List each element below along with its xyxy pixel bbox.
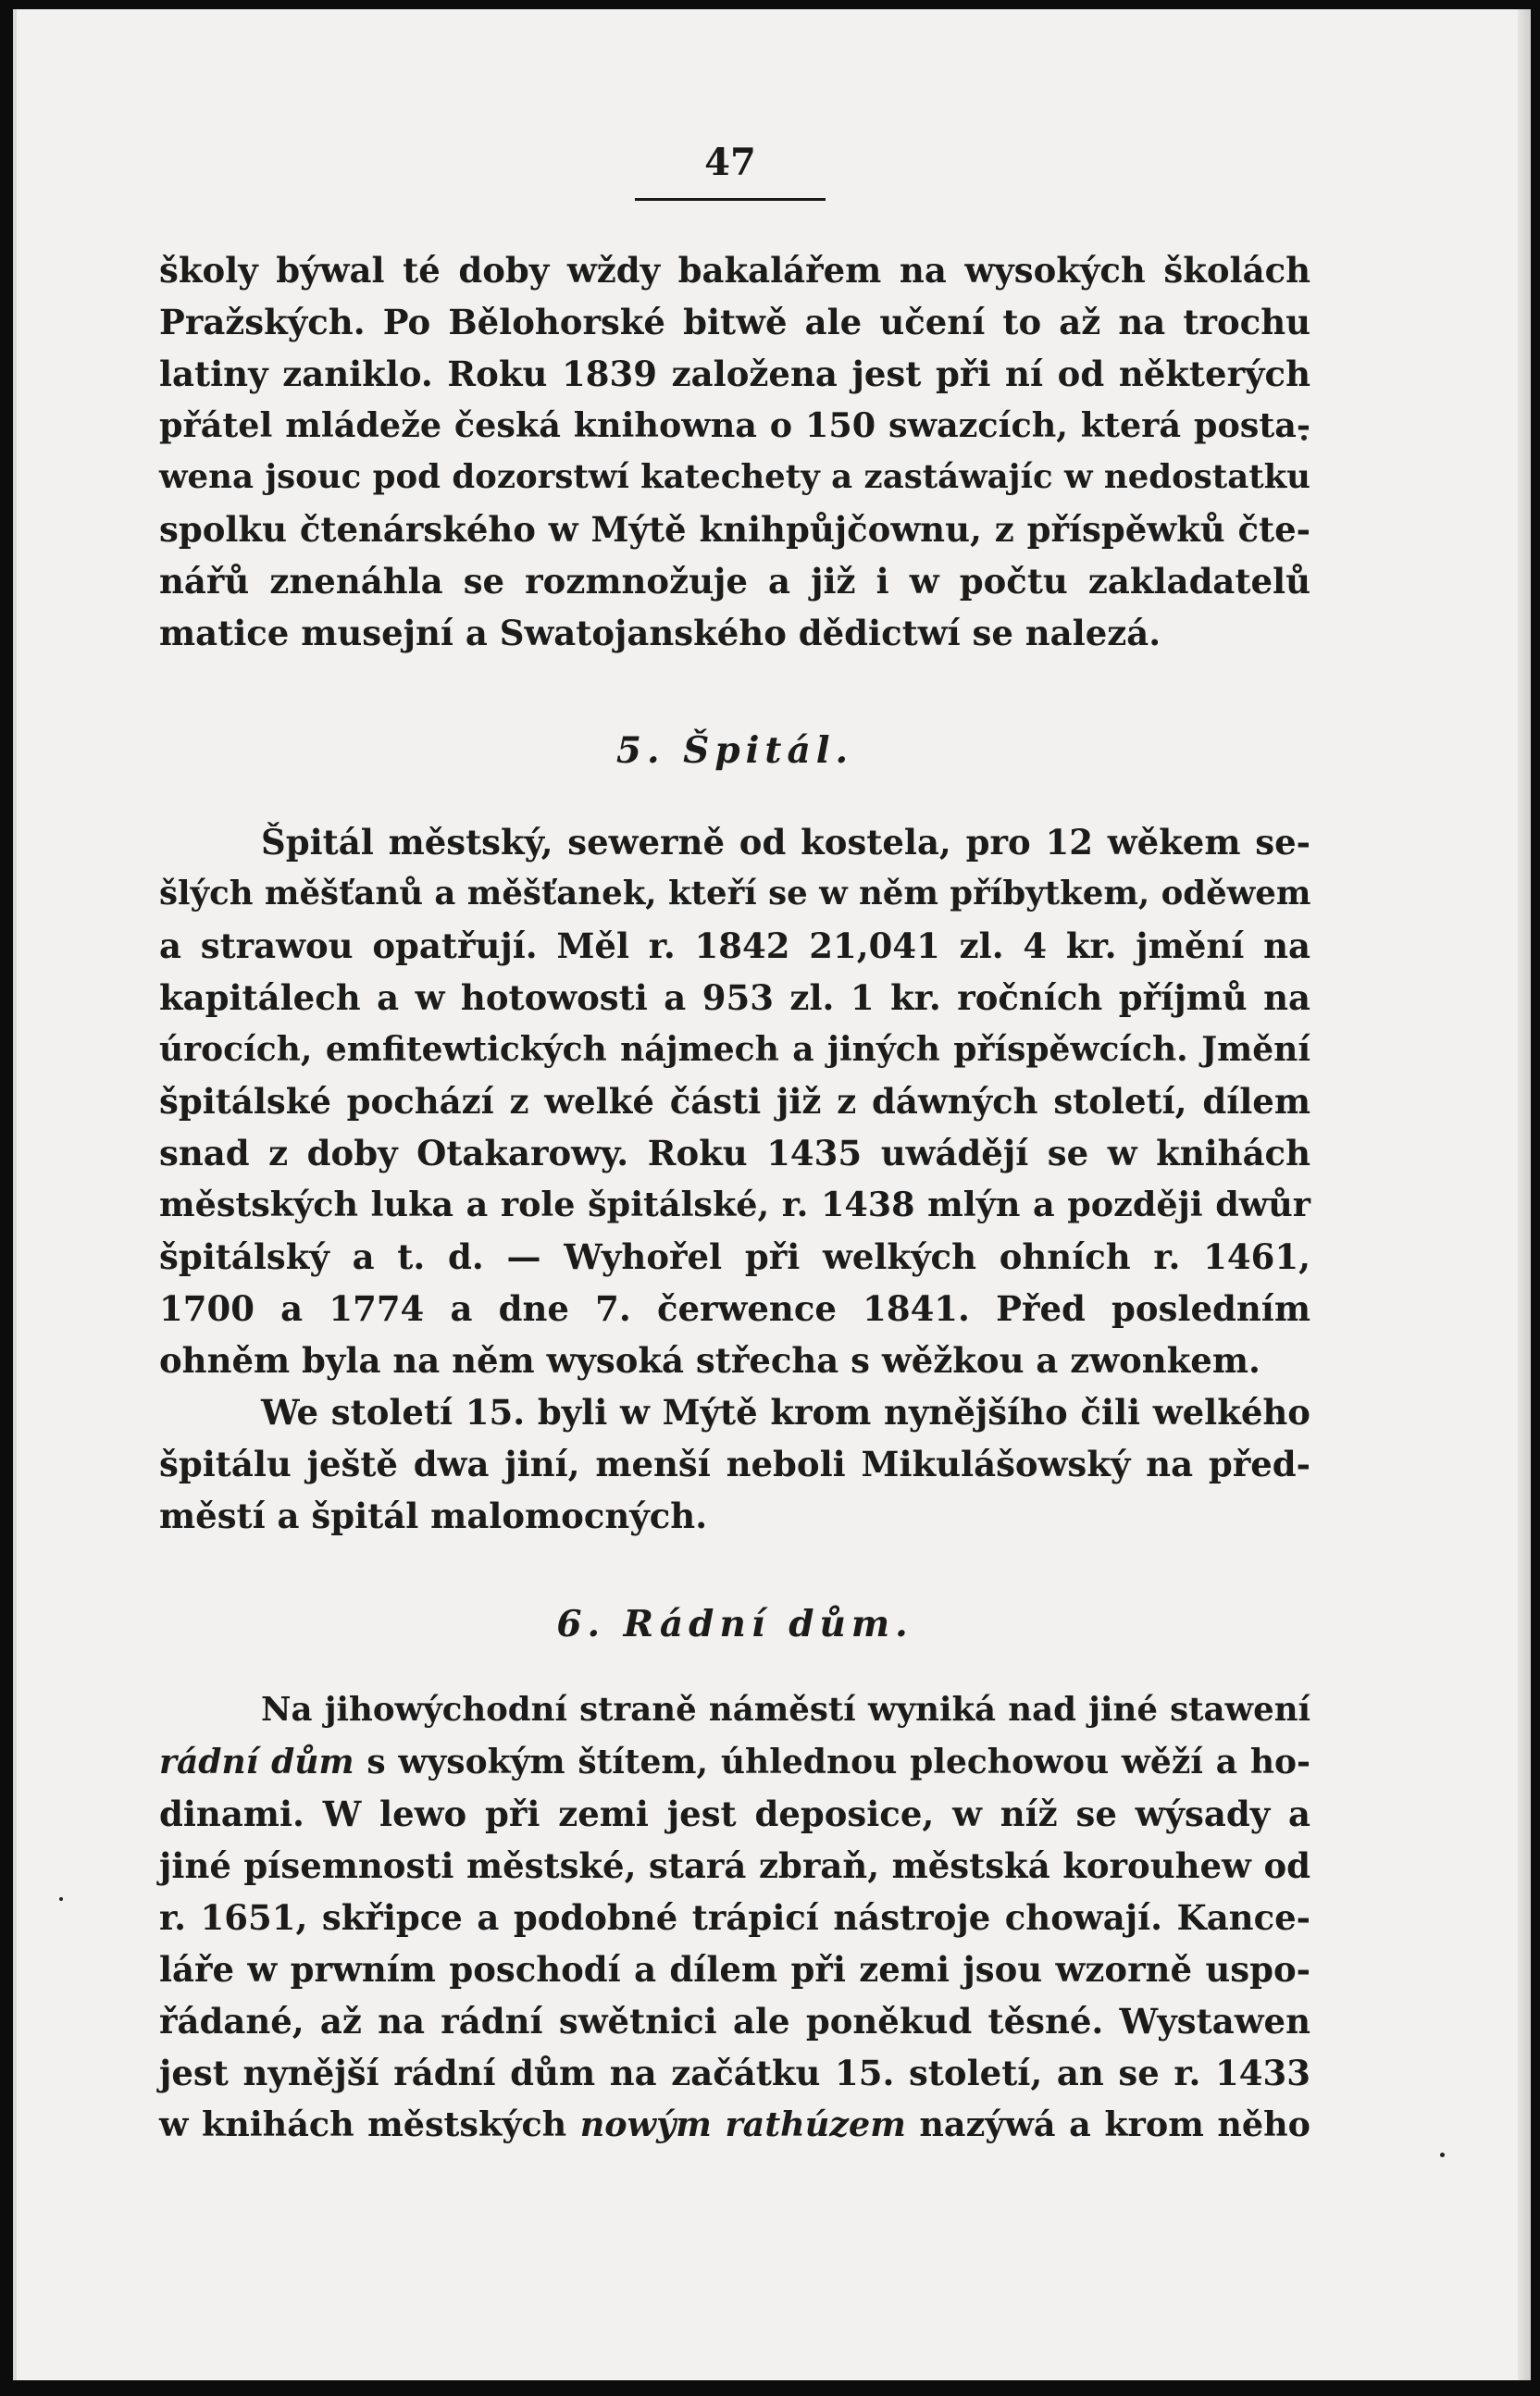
text-run: s wysokým štítem, úhlednou plechowou wěží a ho- xyxy=(354,1743,1310,1781)
text-line: úrocích, emfitewtických nájmech a jiných příspěwcích. Jmění xyxy=(159,1030,1310,1069)
text-line: Na jihowýchodní straně náměstí wyniká nad jiné stawení xyxy=(261,1691,1310,1729)
text-line: špitálské pochází z welké části již z dáwných století, dílem xyxy=(159,1081,1310,1122)
text-line: Špitál městský, sewerně od kostela, pro 12 wěkem se- xyxy=(261,822,1310,863)
print-speck xyxy=(1440,2153,1445,2157)
text-line: jest nynější rádní dům na začátku 15. století, an se r. 1433 xyxy=(159,2053,1310,2093)
text-line: láře w prwním poschodí a dílem při zemi jsou wzorně uspo- xyxy=(159,1949,1310,1990)
page-left-edge xyxy=(13,9,17,2380)
italic-phrase: nowým rathúzem xyxy=(579,2104,906,2144)
text-line: jiné písemnosti městské, stará zbraň, městská korouhew od xyxy=(159,1845,1310,1886)
text-line: řádané, až na rádní swětnici ale poněkud těsné. Wystawen xyxy=(159,2001,1310,2042)
page-number-rule xyxy=(635,198,826,201)
text-run: nazýwá a krom něho xyxy=(905,2104,1310,2144)
text-line: kapitálech a w hotowosti a 953 zl. 1 kr. ročních příjmů na xyxy=(159,977,1310,1018)
page-number: 47 xyxy=(704,141,756,184)
text-line: špitálský a t. d. — Wyhořel při welkých ohních r. 1461, xyxy=(159,1236,1310,1277)
text-line: městských luka a role špitálské, r. 1438 mlýn a později dwůr xyxy=(159,1185,1310,1224)
text-run: w knihách městských xyxy=(159,2104,580,2144)
text-line: We století 15. byli w Mýtě krom nynějšího čili welkého xyxy=(261,1392,1310,1433)
book-page xyxy=(13,9,1531,2380)
text-line: a strawou opatřují. Měl r. 1842 21,041 zl. 4 kr. jmění na xyxy=(159,925,1310,966)
section-heading-radni-dum: 6. Rádní dům. xyxy=(556,1603,913,1645)
text-line xyxy=(159,2099,1310,2151)
text-line xyxy=(159,1736,1310,1788)
text-line: šlých měšťanů a měšťanek, kteří se w něm příbytkem, oděwem xyxy=(159,875,1311,912)
text-line: spolku čtenárského w Mýtě knihpůjčownu, z příspěwků čte- xyxy=(159,509,1310,550)
print-speck xyxy=(59,1897,63,1901)
text-line: r. 1651, skřipce a podobné trápicí nástroje chowají. Kance- xyxy=(159,1897,1310,1938)
text-line: dinami. W lewo při zemi jest deposice, w níž se wýsady a xyxy=(159,1794,1310,1834)
text-line: wena jsouc pod dozorstwí katechety a zastáwajíc w nedostatku xyxy=(159,458,1310,496)
text-line: Pražských. Po Bělohorské bitwě ale učení to až na trochu xyxy=(159,302,1310,342)
section-heading-spital: 5. Špitál. xyxy=(615,729,854,772)
text-line: ohněm byla na něm wysoká střecha s wěžkou a zwonkem. xyxy=(159,1340,1261,1381)
text-line: špitálu ještě dwa jiní, menší neboli Mikulášowský na před- xyxy=(159,1444,1310,1484)
text-line: přátel mládeže česká knihowna o 150 swazcích, která posta- xyxy=(159,405,1310,445)
text-line: nářů znenáhla se rozmnožuje a již i w počtu zakladatelů xyxy=(159,561,1310,602)
text-line: matice musejní a Swatojanského dědictwí se nalezá. xyxy=(159,613,1161,653)
text-line: školy býwal té doby wždy bakalářem na wysokých školách xyxy=(159,250,1310,291)
text-line: latiny zaniklo. Roku 1839 založena jest při ní od některých xyxy=(159,354,1310,394)
italic-phrase: rádní dům xyxy=(159,1743,354,1781)
page-right-edge xyxy=(1518,9,1531,2380)
text-line: snad z doby Otakarowy. Roku 1435 uwádějí se w knihách xyxy=(159,1133,1310,1173)
text-line: 1700 a 1774 a dne 7. čerwence 1841. Před posledním xyxy=(159,1288,1310,1329)
text-line: městí a špitál malomocných. xyxy=(159,1496,708,1536)
